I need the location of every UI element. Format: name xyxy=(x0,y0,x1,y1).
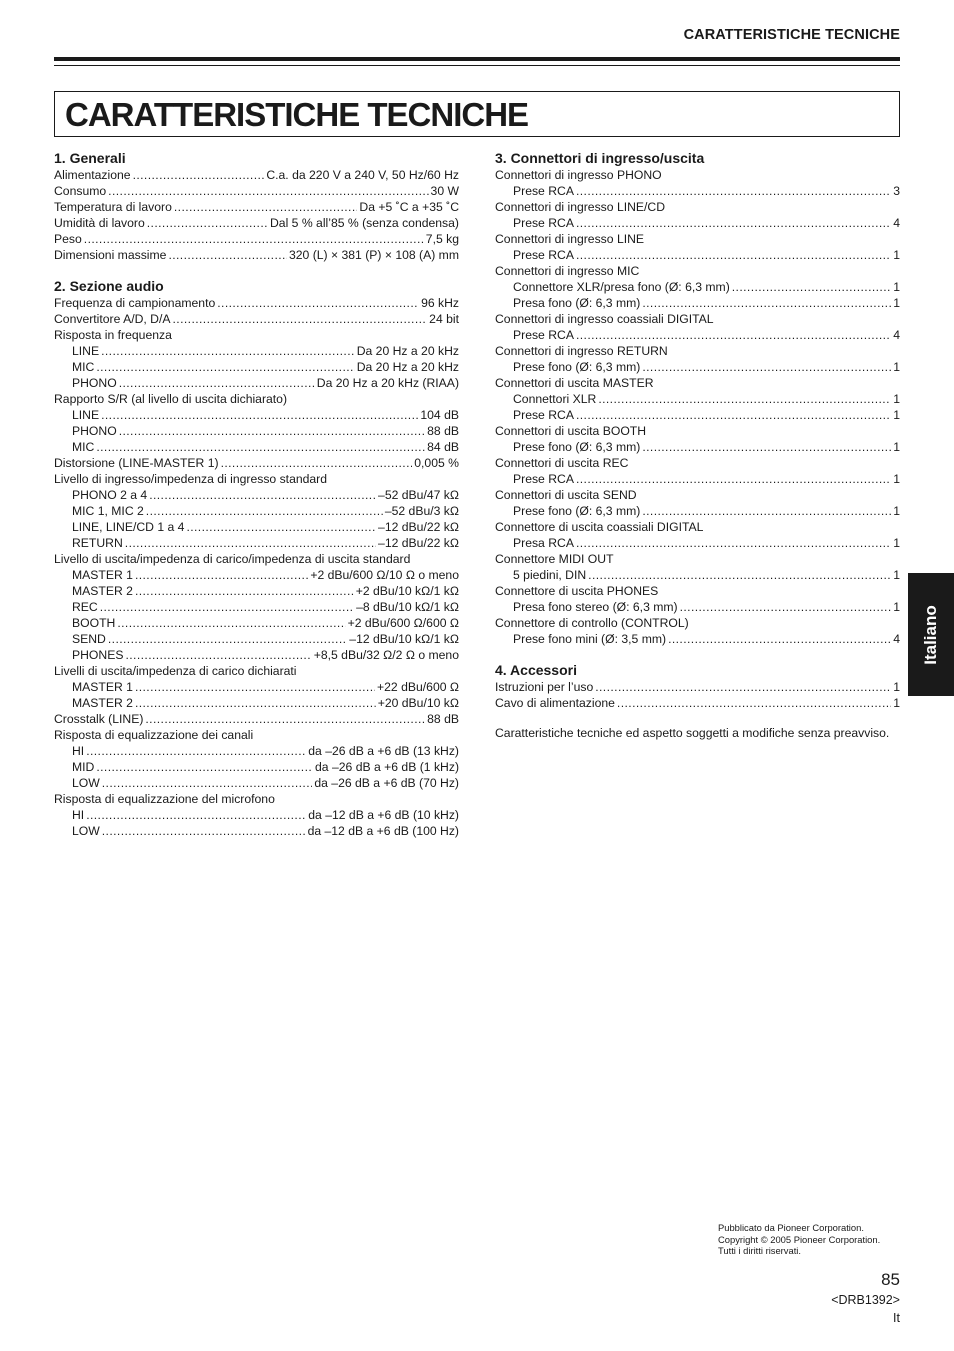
spec-value: 1 xyxy=(893,600,900,614)
dot-leader xyxy=(135,567,308,583)
spec-value: –12 dBu/10 kΩ/1 kΩ xyxy=(349,632,459,646)
spec-row xyxy=(54,503,459,519)
dot-leader xyxy=(100,599,354,615)
page-title-box xyxy=(54,91,900,137)
spec-row xyxy=(54,711,459,727)
dot-leader xyxy=(108,183,428,199)
spec-label: Prese fono mini (Ø: 3,5 mm) xyxy=(513,632,667,646)
spec-label: LOW xyxy=(72,824,100,838)
dot-leader xyxy=(101,343,355,359)
spec-row xyxy=(495,679,900,695)
dot-leader xyxy=(147,215,268,231)
spec-row xyxy=(495,391,900,407)
dot-leader xyxy=(732,279,891,295)
right-column xyxy=(495,149,900,741)
spec-value: 1 xyxy=(893,472,900,486)
dot-leader xyxy=(125,647,311,663)
spec-group-header: Risposta di equalizzazione dei canali xyxy=(54,728,254,742)
spec-row xyxy=(54,183,459,199)
spec-label: 5 piedini, DIN xyxy=(513,568,587,582)
spec-label: Connettori XLR xyxy=(513,392,597,406)
spec-value: 4 xyxy=(893,632,900,646)
dot-leader xyxy=(642,439,891,455)
spec-label: Istruzioni per l’uso xyxy=(495,680,594,694)
spec-group-header: Connettori di uscita BOOTH xyxy=(495,424,647,438)
spec-row xyxy=(495,279,900,295)
spec-row xyxy=(54,647,459,663)
dot-leader xyxy=(642,295,891,311)
spec-value: +2 dBu/600 Ω/600 Ω xyxy=(347,616,459,630)
spec-group-header: Connettori di ingresso RETURN xyxy=(495,344,668,358)
spec-value: 1 xyxy=(893,248,900,262)
dot-leader xyxy=(119,375,315,391)
dot-leader xyxy=(125,535,376,551)
spec-value: 1 xyxy=(893,568,900,582)
spec-label: MASTER 1 xyxy=(72,568,133,582)
dot-leader xyxy=(680,599,892,615)
spec-label: Temperatura di lavoro xyxy=(54,200,172,214)
spec-row xyxy=(54,775,459,791)
spec-label: Prese RCA xyxy=(513,472,574,486)
spec-label: PHONO xyxy=(72,376,117,390)
spec-value: +2 dBu/10 kΩ/1 kΩ xyxy=(355,584,459,598)
spec-label: Presa fono stereo (Ø: 6,3 mm) xyxy=(513,600,678,614)
spec-label: LINE xyxy=(72,408,100,422)
spec-value: –8 dBu/10 kΩ/1 kΩ xyxy=(356,600,459,614)
spec-label: LOW xyxy=(72,776,100,790)
spec-row xyxy=(54,599,459,615)
spec-row xyxy=(495,215,900,231)
spec-group-header: Connettori di ingresso LINE/CD xyxy=(495,200,666,214)
header-rule-thick xyxy=(54,57,900,61)
spec-value: 88 dB xyxy=(427,424,459,438)
spec-label: Presa fono (Ø: 6,3 mm) xyxy=(513,296,641,310)
dot-leader xyxy=(576,407,891,423)
spec-value: 0,005 % xyxy=(414,456,459,470)
dot-leader xyxy=(186,519,376,535)
dot-leader xyxy=(598,391,891,407)
dot-leader xyxy=(101,407,418,423)
dot-leader xyxy=(119,423,425,439)
spec-group-header: Risposta di equalizzazione del microfono xyxy=(54,792,275,806)
spec-row xyxy=(54,519,459,535)
spec-value: da –12 dB a +6 dB (10 kHz) xyxy=(308,808,459,822)
dot-leader xyxy=(576,327,891,343)
spec-value: 3 xyxy=(893,184,900,198)
spec-label: RETURN xyxy=(72,536,123,550)
spec-row xyxy=(495,535,900,551)
section-title: 3. Connettori di ingresso/uscita xyxy=(495,150,705,166)
spec-label: LINE, LINE/CD 1 a 4 xyxy=(72,520,185,534)
spec-row xyxy=(54,615,459,631)
spec-label: Prese fono (Ø: 6,3 mm) xyxy=(513,440,641,454)
spec-label: Frequenza di campionamento xyxy=(54,296,216,310)
spec-value: 1 xyxy=(893,504,900,518)
spec-label: HI xyxy=(72,744,85,758)
spec-section xyxy=(495,149,900,647)
spec-group-header: Livello di ingresso/impedenza di ingresso standard xyxy=(54,472,328,486)
dot-leader xyxy=(146,503,383,519)
spec-label: Peso xyxy=(54,232,82,246)
spec-label: PHONO xyxy=(72,424,117,438)
spec-value: 1 xyxy=(893,280,900,294)
spec-row xyxy=(495,295,900,311)
spec-section xyxy=(495,661,900,711)
spec-label: MID xyxy=(72,760,95,774)
spec-row xyxy=(54,567,459,583)
publisher-line: Tutti i diritti riservati. xyxy=(718,1245,801,1256)
spec-value: 96 kHz xyxy=(421,296,459,310)
spec-value: 1 xyxy=(893,392,900,406)
spec-value: 88 dB xyxy=(427,712,459,726)
language-code: It xyxy=(893,1311,900,1325)
dot-leader xyxy=(576,215,891,231)
spec-row xyxy=(495,247,900,263)
spec-row xyxy=(54,695,459,711)
spec-label: PHONES xyxy=(72,648,124,662)
spec-group-header: Livello di uscita/impedenza di carico/impedenza di uscita standard xyxy=(54,552,411,566)
spec-row xyxy=(54,199,459,215)
dot-leader xyxy=(86,807,306,823)
spec-value: 1 xyxy=(893,360,900,374)
section-title: 2. Sezione audio xyxy=(54,278,164,294)
language-tab-label: Italiano xyxy=(921,604,940,665)
spec-value: Da 20 Hz a 20 kHz xyxy=(356,344,459,358)
spec-label: Prese RCA xyxy=(513,408,574,422)
publisher-line: Copyright © 2005 Pioneer Corporation. xyxy=(718,1233,881,1245)
spec-section xyxy=(54,277,459,839)
spec-group-header: Connettore di uscita PHONES xyxy=(495,584,659,598)
spec-label: Prese RCA xyxy=(513,216,574,230)
spec-label: Dimensioni massime xyxy=(54,248,167,262)
spec-row xyxy=(495,471,900,487)
spec-value: –52 dBu/47 kΩ xyxy=(378,488,459,502)
spec-label: Cavo di alimentazione xyxy=(495,696,615,710)
spec-row xyxy=(495,567,900,583)
dot-leader xyxy=(642,359,891,375)
dot-leader xyxy=(668,631,891,647)
spec-group-header: Connettori di ingresso MIC xyxy=(495,264,640,278)
spec-row xyxy=(54,631,459,647)
spec-row xyxy=(495,407,900,423)
spec-group-header: Connettori di ingresso PHONO xyxy=(495,168,662,182)
spec-label: MASTER 1 xyxy=(72,680,133,694)
spec-group-header: Connettori di ingresso LINE xyxy=(495,232,645,246)
spec-row xyxy=(54,247,459,263)
spec-group-header: Connettore di uscita coassiali DIGITAL xyxy=(495,520,704,534)
spec-row xyxy=(495,439,900,455)
spec-row xyxy=(54,423,459,439)
spec-label: Prese RCA xyxy=(513,328,574,342)
spec-label: MIC xyxy=(72,440,95,454)
spec-row xyxy=(54,807,459,823)
dot-leader xyxy=(135,679,375,695)
spec-row xyxy=(495,631,900,647)
dot-leader xyxy=(96,359,354,375)
running-header: CARATTERISTICHE TECNICHE xyxy=(683,27,900,43)
page-title: CARATTERISTICHE TECNICHE xyxy=(65,96,529,133)
spec-value: 4 xyxy=(893,328,900,342)
dot-leader xyxy=(135,695,376,711)
spec-group-header: Livelli di uscita/impedenza di carico dichiarati xyxy=(54,664,297,678)
spec-value: 1 xyxy=(893,408,900,422)
spec-label: Alimentazione xyxy=(54,168,131,182)
spec-value: –12 dBu/22 kΩ xyxy=(378,520,459,534)
dot-leader xyxy=(576,247,891,263)
dot-leader xyxy=(102,775,313,791)
dot-leader xyxy=(576,471,891,487)
spec-row xyxy=(54,167,459,183)
dot-leader xyxy=(117,615,345,631)
dot-leader xyxy=(84,231,424,247)
spec-value: +20 dBu/10 kΩ xyxy=(377,696,459,710)
spec-row xyxy=(495,183,900,199)
dot-leader xyxy=(96,759,313,775)
publisher-line: Pubblicato da Pioneer Corporation. xyxy=(718,1222,864,1233)
left-column xyxy=(54,149,459,853)
publisher-block xyxy=(718,1222,880,1257)
spec-group-header: Connettore di controllo (CONTROL) xyxy=(495,616,689,630)
spec-label: MIC 1, MIC 2 xyxy=(72,504,144,518)
spec-row xyxy=(54,535,459,551)
spec-label: REC xyxy=(72,600,98,614)
spec-row xyxy=(54,295,459,311)
spec-row xyxy=(54,439,459,455)
spec-row xyxy=(54,487,459,503)
spec-label: MIC xyxy=(72,360,95,374)
spec-label: Distorsione (LINE-MASTER 1) xyxy=(54,456,219,470)
dot-leader xyxy=(102,823,306,839)
spec-row xyxy=(495,695,900,711)
spec-value: 320 (L) × 381 (P) × 108 (A) mm xyxy=(288,248,459,262)
dot-leader xyxy=(174,199,358,215)
dot-leader xyxy=(217,295,419,311)
language-tab xyxy=(908,573,954,696)
dot-leader xyxy=(135,583,354,599)
dot-leader xyxy=(96,439,425,455)
spec-row xyxy=(54,583,459,599)
spec-value: da –12 dB a +6 dB (100 Hz) xyxy=(307,824,459,838)
spec-row xyxy=(54,215,459,231)
page-number: 85 xyxy=(881,1270,900,1289)
spec-label: HI xyxy=(72,808,85,822)
dot-leader xyxy=(145,711,425,727)
spec-value: 4 xyxy=(893,216,900,230)
spec-row xyxy=(54,455,459,471)
spec-row xyxy=(54,231,459,247)
spec-label: Consumo xyxy=(54,184,107,198)
spec-group-header: Connettori di ingresso coassiali DIGITAL xyxy=(495,312,714,326)
spec-label: Connettore XLR/presa fono (Ø: 6,3 mm) xyxy=(513,280,730,294)
spec-group-header: Connettori di uscita REC xyxy=(495,456,629,470)
dot-leader xyxy=(86,743,306,759)
spec-label: Umidità di lavoro xyxy=(54,216,145,230)
section-title: 4. Accessori xyxy=(495,662,577,678)
spec-value: 104 dB xyxy=(420,408,459,422)
spec-value: Da 20 Hz a 20 kHz (RIAA) xyxy=(316,376,459,390)
spec-label: Prese fono (Ø: 6,3 mm) xyxy=(513,360,641,374)
spec-value: Da 20 Hz a 20 kHz xyxy=(356,360,459,374)
dot-leader xyxy=(149,487,376,503)
spec-label: BOOTH xyxy=(72,616,116,630)
document-code: <DRB1392> xyxy=(831,1293,900,1307)
spec-label: Presa RCA xyxy=(513,536,574,550)
spec-row xyxy=(54,823,459,839)
spec-value: +22 dBu/600 Ω xyxy=(377,680,459,694)
spec-value: –52 dBu/3 kΩ xyxy=(384,504,459,518)
spec-row xyxy=(54,343,459,359)
spec-group-header: Connettore MIDI OUT xyxy=(495,552,614,566)
spec-value: 1 xyxy=(893,296,900,310)
section-title: 1. Generali xyxy=(54,150,126,166)
spec-label: PHONO 2 a 4 xyxy=(72,488,148,502)
spec-label: MASTER 2 xyxy=(72,696,133,710)
spec-value: 30 W xyxy=(430,184,459,198)
spec-row xyxy=(495,327,900,343)
spec-value: –12 dBu/22 kΩ xyxy=(378,536,459,550)
spec-value: +8,5 dBu/32 Ω/2 Ω o meno xyxy=(313,648,459,662)
spec-row xyxy=(495,359,900,375)
spec-value: 1 xyxy=(893,440,900,454)
spec-row xyxy=(54,359,459,375)
dot-leader xyxy=(595,679,891,695)
dot-leader xyxy=(588,567,891,583)
dot-leader xyxy=(576,535,891,551)
dot-leader xyxy=(576,183,891,199)
spec-value: 7,5 kg xyxy=(425,232,459,246)
spec-row xyxy=(54,407,459,423)
spec-value: 1 xyxy=(893,680,900,694)
spec-label: MASTER 2 xyxy=(72,584,133,598)
spec-row xyxy=(54,759,459,775)
dot-leader xyxy=(221,455,413,471)
spec-group-header: Connettori di uscita MASTER xyxy=(495,376,654,390)
spec-label: Crosstalk (LINE) xyxy=(54,712,144,726)
spec-label: Prese RCA xyxy=(513,184,574,198)
spec-label: LINE xyxy=(72,344,100,358)
dot-leader xyxy=(642,503,891,519)
spec-value: 24 bit xyxy=(429,312,459,326)
header-rule-thin xyxy=(54,65,900,66)
spec-label: Convertitore A/D, D/A xyxy=(54,312,171,326)
spec-row xyxy=(495,599,900,615)
spec-row xyxy=(54,679,459,695)
spec-group-header: Rapporto S/R (al livello di uscita dichiarato) xyxy=(54,392,288,406)
spec-value: Dal 5 % all’85 % (senza condensa) xyxy=(269,216,459,230)
dot-leader xyxy=(133,167,265,183)
spec-row xyxy=(54,743,459,759)
spec-value: da –26 dB a +6 dB (13 kHz) xyxy=(308,744,459,758)
spec-value: +2 dBu/600 Ω/10 Ω o meno xyxy=(310,568,459,582)
spec-value: 84 dB xyxy=(427,440,459,454)
specification-note: Caratteristiche tecniche ed aspetto soggetti a modifiche senza preavviso. xyxy=(495,726,890,740)
spec-value: Da +5 ˚C a +35 ˚C xyxy=(359,200,459,214)
spec-section xyxy=(54,149,459,263)
dot-leader xyxy=(168,247,287,263)
spec-value: da –26 dB a +6 dB (1 kHz) xyxy=(315,760,459,774)
spec-label: Prese RCA xyxy=(513,248,574,262)
spec-group-header: Connettori di uscita SEND xyxy=(495,488,637,502)
spec-label: Prese fono (Ø: 6,3 mm) xyxy=(513,504,641,518)
spec-value: da –26 dB a +6 dB (70 Hz) xyxy=(314,776,459,790)
spec-row xyxy=(54,311,459,327)
dot-leader xyxy=(108,631,347,647)
spec-value: C.a. da 220 V a 240 V, 50 Hz/60 Hz xyxy=(266,168,459,182)
dot-leader xyxy=(173,311,428,327)
spec-value: 1 xyxy=(893,696,900,710)
spec-row xyxy=(495,503,900,519)
dot-leader xyxy=(617,695,891,711)
spec-label: SEND xyxy=(72,632,106,646)
spec-group-header: Risposta in frequenza xyxy=(54,328,172,342)
spec-value: 1 xyxy=(893,536,900,550)
spec-row xyxy=(54,375,459,391)
